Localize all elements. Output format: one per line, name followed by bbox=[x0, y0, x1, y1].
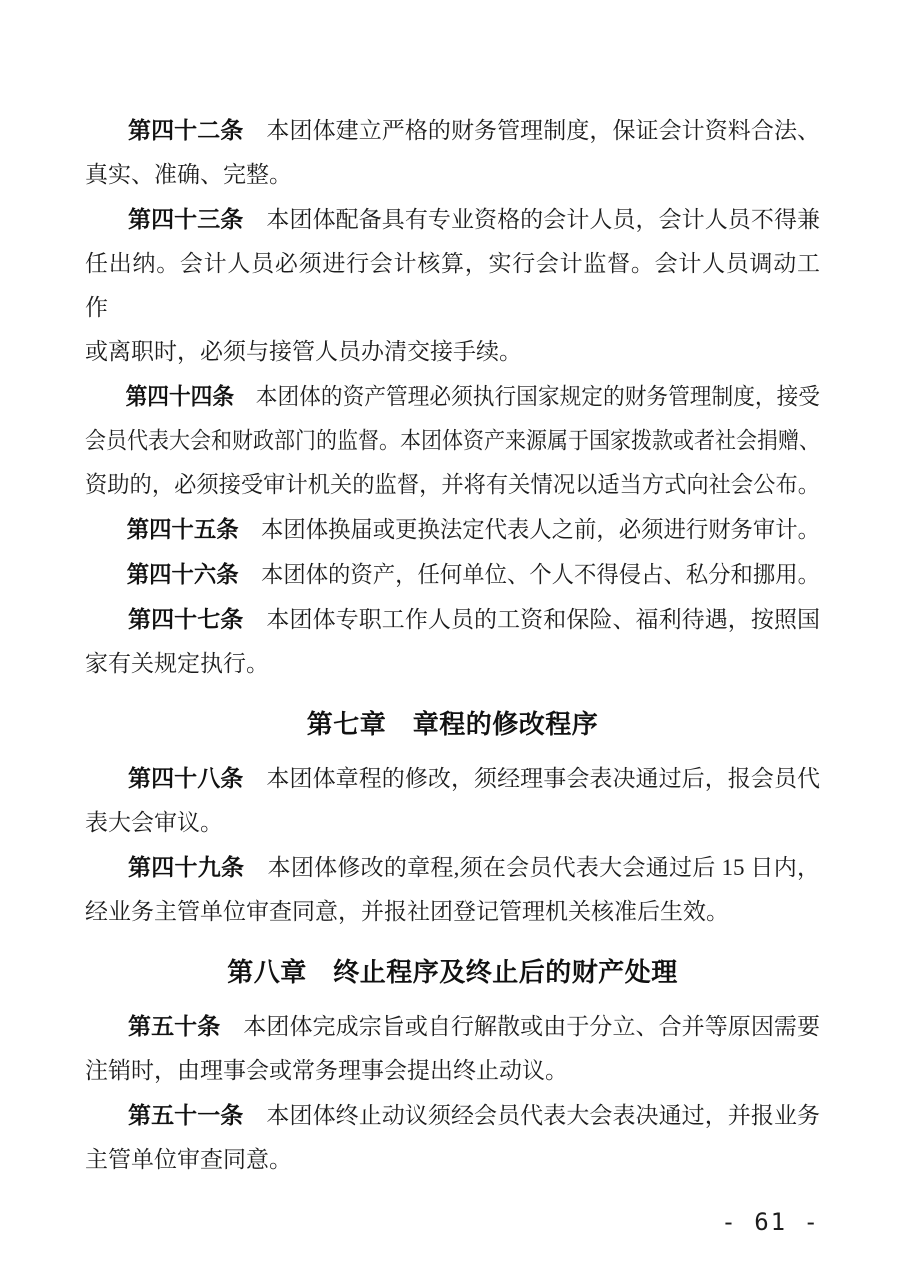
article-48-text: 本团体章程的修改，须经理事会表决通过后，报会员代 bbox=[243, 766, 821, 791]
text-line bbox=[85, 108, 820, 153]
article-44-text: 本团体的资产管理必须执行国家规定的财务管理制度，接受 bbox=[234, 384, 820, 409]
text-line bbox=[85, 756, 820, 801]
article-50-text: 本团体完成宗旨或自行解散或由于分立、合并等原因需要 bbox=[220, 1014, 821, 1039]
article-45-number: 第四十五条 bbox=[126, 516, 239, 542]
article-43 bbox=[85, 197, 820, 374]
text-line: 真实、准确、完整。 bbox=[85, 162, 292, 187]
page-number: - 61 - bbox=[721, 1208, 820, 1236]
text-line bbox=[85, 507, 821, 552]
article-48 bbox=[85, 756, 820, 845]
text-line: 主管单位审查同意。 bbox=[85, 1147, 292, 1172]
article-49-number: 第四十九条 bbox=[128, 854, 245, 880]
text-line: 家有关规定执行。 bbox=[85, 651, 269, 676]
article-45-text: 本团体换届或更换法定代表人之前，必须进行财务审计。 bbox=[238, 517, 821, 542]
article-44-number: 第四十四条 bbox=[125, 383, 235, 409]
article-42 bbox=[85, 108, 820, 197]
text-line bbox=[85, 374, 820, 419]
article-48-number: 第四十八条 bbox=[128, 765, 244, 791]
text-line bbox=[85, 1093, 820, 1138]
article-45 bbox=[85, 507, 820, 552]
article-50-number: 第五十条 bbox=[128, 1013, 221, 1039]
text-line bbox=[85, 845, 820, 890]
text-line bbox=[85, 1004, 820, 1049]
text-line: 表大会审议。 bbox=[85, 810, 223, 835]
article-51 bbox=[85, 1093, 820, 1182]
article-42-number: 第四十二条 bbox=[128, 117, 244, 143]
text-line: 任出纳。会计人员必须进行会计核算，实行会计监督。会计人员调动工作 bbox=[85, 251, 820, 320]
text-line bbox=[85, 552, 821, 597]
document-body bbox=[85, 108, 820, 1244]
article-47-number: 第四十七条 bbox=[128, 606, 244, 632]
article-47-text: 本团体专职工作人员的工资和保险、福利待遇，按照国 bbox=[243, 607, 821, 632]
text-line: 会员代表大会和财政部门的监督。本团体资产来源属于国家拨款或者社会捐赠、 bbox=[85, 428, 820, 453]
text-line bbox=[85, 597, 820, 642]
article-49-text: 本团体修改的章程,须在会员代表大会通过后 15 日内， bbox=[244, 855, 821, 880]
text-line: 注销时，由理事会或常务理事会提出终止动议。 bbox=[85, 1058, 568, 1083]
article-51-text: 本团体终止动议须经会员代表大会表决通过，并报业务 bbox=[243, 1103, 821, 1128]
chapter-7-heading: 第七章 章程的修改程序 bbox=[306, 709, 599, 739]
chapter-8-heading: 第八章 终止程序及终止后的财产处理 bbox=[227, 957, 678, 987]
article-46 bbox=[85, 552, 820, 597]
article-49 bbox=[85, 845, 820, 934]
text-line: 资助的，必须接受审计机关的监督，并将有关情况以适当方式向社会公布。 bbox=[85, 472, 820, 497]
article-50 bbox=[85, 1004, 820, 1093]
text-line: 或离职时，必须与接管人员办清交接手续。 bbox=[85, 339, 522, 364]
article-47 bbox=[85, 597, 820, 686]
text-line: 经业务主管单位审查同意，并报社团登记管理机关核准后生效。 bbox=[85, 899, 729, 924]
article-43-text: 本团体配备具有专业资格的会计人员，会计人员不得兼 bbox=[243, 207, 821, 232]
article-44 bbox=[85, 374, 820, 507]
article-51-number: 第五十一条 bbox=[128, 1102, 244, 1128]
article-43-number: 第四十三条 bbox=[128, 206, 244, 232]
article-42-text: 本团体建立严格的财务管理制度，保证会计资料合法、 bbox=[243, 118, 821, 143]
article-46-number: 第四十六条 bbox=[126, 561, 239, 587]
article-46-text: 本团体的资产，任何单位、个人不得侵占、私分和挪用。 bbox=[238, 562, 821, 587]
text-line bbox=[85, 197, 820, 242]
